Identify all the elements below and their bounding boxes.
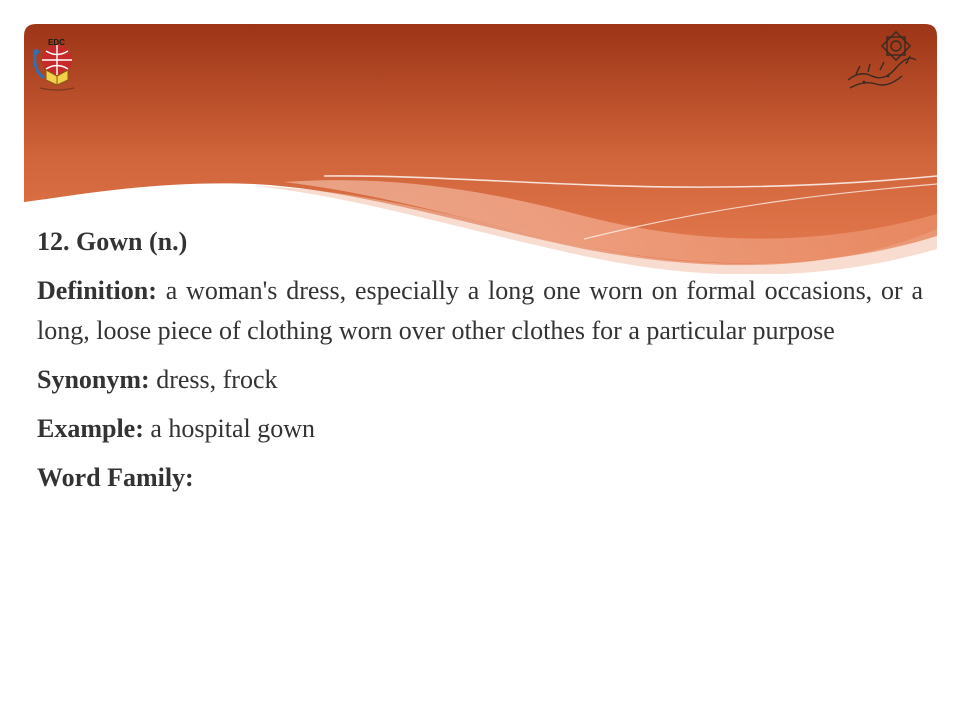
example-text: a hospital gown [150, 414, 316, 443]
synonym-paragraph [37, 360, 923, 400]
example-label: Example: [37, 414, 144, 443]
word-family-label: Word Family: [37, 463, 194, 492]
entry-title [37, 222, 923, 262]
definition-label: Definition: [37, 276, 157, 305]
entry-title-text: 12. Gown (n.) [37, 227, 188, 256]
logo-left-text: EDC [48, 38, 65, 47]
university-globe-book-logo [30, 34, 82, 92]
synonym-text: dress, frock [156, 365, 278, 394]
definition-paragraph [37, 271, 923, 351]
synonym-label: Synonym: [37, 365, 150, 394]
word-family-paragraph [37, 458, 923, 498]
definition-text: a woman's dress, especially a long one worn on formal occasions, or a long, loose piece of clothing worn over other clothes for a particular purpose [37, 276, 923, 345]
university-calligraphy-emblem-logo [846, 30, 918, 92]
vocabulary-entry [37, 222, 923, 507]
example-paragraph [37, 409, 923, 449]
